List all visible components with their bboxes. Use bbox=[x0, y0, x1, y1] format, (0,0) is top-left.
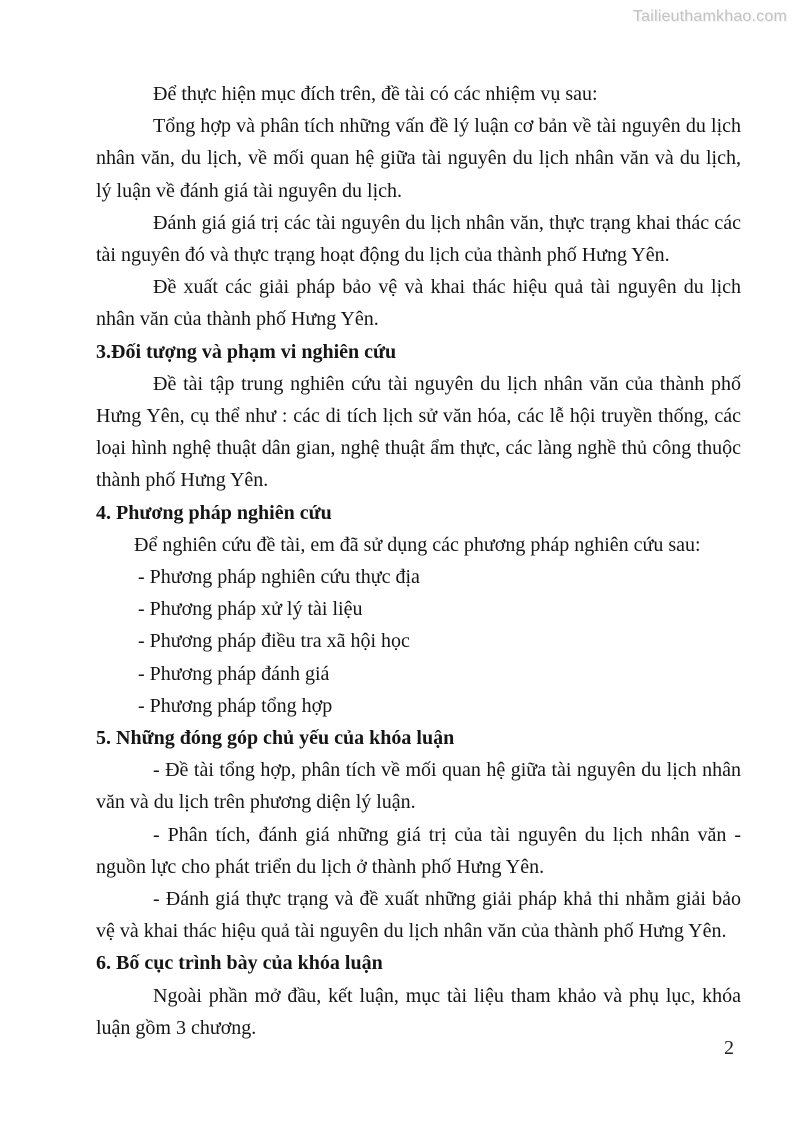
paragraph: Đánh giá giá trị các tài nguyên du lịch nhân văn, thực trạng khai thác các tài nguyên đó và thực trạng hoạt động du lịch của thành phố Hưng Yên. bbox=[96, 211, 741, 267]
paragraph: Tổng hợp và phân tích những vấn đề lý luận cơ bản về tài nguyên du lịch nhân văn, du lịch, về mối quan hệ giữa tài nguyên du lịch nhân văn và du lịch, lý luận về đánh giá tài nguyên du lịch. bbox=[96, 115, 741, 202]
page-number: 2 bbox=[724, 1037, 734, 1059]
list-item: - Phương pháp nghiên cứu thực địa bbox=[138, 566, 420, 589]
paragraph: - Đề tài tổng hợp, phân tích về mối quan hệ giữa tài nguyên du lịch nhân văn và du lịch trên phương diện lý luận. bbox=[96, 759, 741, 814]
section-heading-3: 3.Đối tượng và phạm vi nghiên cứu bbox=[96, 340, 397, 363]
list-item: - Phương pháp xử lý tài liệu bbox=[138, 598, 363, 621]
section-heading-6: 6. Bố cục trình bày của khóa luận bbox=[96, 952, 383, 975]
section-heading-4: 4. Phương pháp nghiên cứu bbox=[96, 501, 332, 524]
paragraph: Đề tài tập trung nghiên cứu tài nguyên du lịch nhân văn của thành phố Hưng Yên, cụ thể như : các di tích lịch sử văn hóa, các lễ hội truyền thống, các loại hình nghệ thuật dân gian, nghệ thuật ẩm thực, các làng nghề thủ công thuộc thành phố Hưng Yên. bbox=[96, 372, 741, 492]
section-heading-5: 5. Những đóng góp chủ yếu của khóa luận bbox=[96, 727, 455, 750]
paragraph: Đề xuất các giải pháp bảo vệ và khai thác hiệu quả tài nguyên du lịch nhân văn của thành phố Hưng Yên. bbox=[96, 276, 741, 331]
paragraph: Để nghiên cứu đề tài, em đã sử dụng các phương pháp nghiên cứu sau: bbox=[134, 533, 701, 556]
watermark-text: Tailieuthamkhao.com bbox=[632, 8, 787, 25]
document-body bbox=[96, 78, 741, 1044]
list-item: - Phương pháp điều tra xã hội học bbox=[138, 630, 410, 653]
paragraph: Ngoài phần mở đầu, kết luận, mục tài liệu tham khảo và phụ lục, khóa luận gồm 3 chương. bbox=[96, 984, 741, 1039]
paragraph: - Đánh giá thực trạng và đề xuất những giải pháp khả thi nhằm giải bảo vệ và khai thác hiệu quả tài nguyên du lịch nhân văn của thành phố Hưng Yên. bbox=[96, 888, 741, 943]
list-item: - Phương pháp tổng hợp bbox=[138, 694, 333, 717]
paragraph: Để thực hiện mục đích trên, đề tài có các nhiệm vụ sau: bbox=[153, 83, 598, 105]
list-item: - Phương pháp đánh giá bbox=[138, 662, 330, 685]
paragraph: - Phân tích, đánh giá những giá trị của tài nguyên du lịch nhân văn - nguồn lực cho phát triển du lịch ở thành phố Hưng Yên. bbox=[96, 823, 741, 878]
